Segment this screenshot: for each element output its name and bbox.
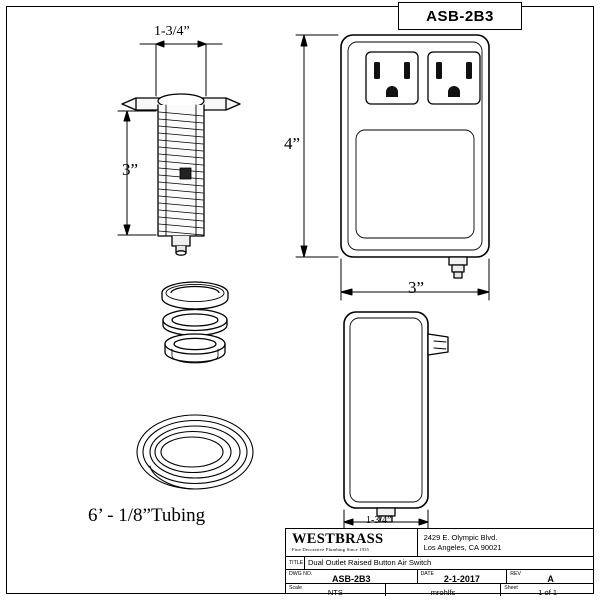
part-number-tag: ASB-2B3 xyxy=(398,2,522,30)
sheet-value-text: 1 of 1 xyxy=(538,588,558,596)
washer-stack xyxy=(162,282,228,363)
company-name: WESTBRASS xyxy=(292,531,384,547)
dim-label-outlet-height: 4” xyxy=(284,134,301,153)
dwg-value-text: ASB-2B3 xyxy=(332,574,371,583)
date-key-text: DATE xyxy=(420,571,435,577)
rev-cell xyxy=(507,570,594,583)
scale-value-text: NTS xyxy=(327,588,343,596)
scale-key-text: Scale xyxy=(289,585,302,591)
address-line-2: Los Angeles, CA 90021 xyxy=(423,542,502,552)
outlet-side-view xyxy=(344,312,448,522)
title-value-text: Dual Outlet Raised Button Air Switch xyxy=(307,558,432,567)
drawn-by-text: mrohlfs xyxy=(430,588,456,596)
title-block xyxy=(285,528,594,594)
scale-cell xyxy=(286,584,386,596)
dim-label-plunger-width: 1-3/4” xyxy=(154,24,190,39)
dim-outlet-height xyxy=(296,35,338,257)
rev-value-text: A xyxy=(547,574,554,583)
bottom-row xyxy=(286,584,594,596)
title-block-header-row xyxy=(286,529,594,557)
dim-label-adapter-width: 1-3/4” xyxy=(366,515,392,526)
sheet-cell xyxy=(501,584,594,596)
date-cell xyxy=(418,570,508,583)
date-value-text: 2-1-2017 xyxy=(443,574,480,583)
company-tagline: Fine Decorative Plumbing Since 1935 xyxy=(292,547,370,552)
title-key xyxy=(286,557,305,569)
dwg-row xyxy=(286,570,594,584)
rev-key-text: REV xyxy=(510,571,521,577)
tubing-coil xyxy=(137,415,253,489)
drawn-by-cell xyxy=(386,584,502,596)
dim-label-plunger-height: 3” xyxy=(122,160,139,179)
sheet-key-text: Sheet xyxy=(504,585,518,591)
company-logo xyxy=(286,529,418,556)
outlet-front-view xyxy=(341,35,489,278)
address-line-1: 2429 E. Olympic Blvd. xyxy=(423,533,498,542)
dwg-number-cell xyxy=(286,570,418,583)
company-address xyxy=(418,529,594,556)
title-value xyxy=(305,557,594,569)
title-row xyxy=(286,557,594,570)
dim-label-outlet-width: 3” xyxy=(408,278,425,297)
dwg-key-text: DWG NO. xyxy=(289,571,313,577)
dim-plunger-width xyxy=(140,41,222,96)
title-key-text: TITLE xyxy=(289,560,304,566)
plunger-assembly xyxy=(122,94,240,255)
tubing-label: 6’ - 1/8”Tubing xyxy=(88,505,206,526)
